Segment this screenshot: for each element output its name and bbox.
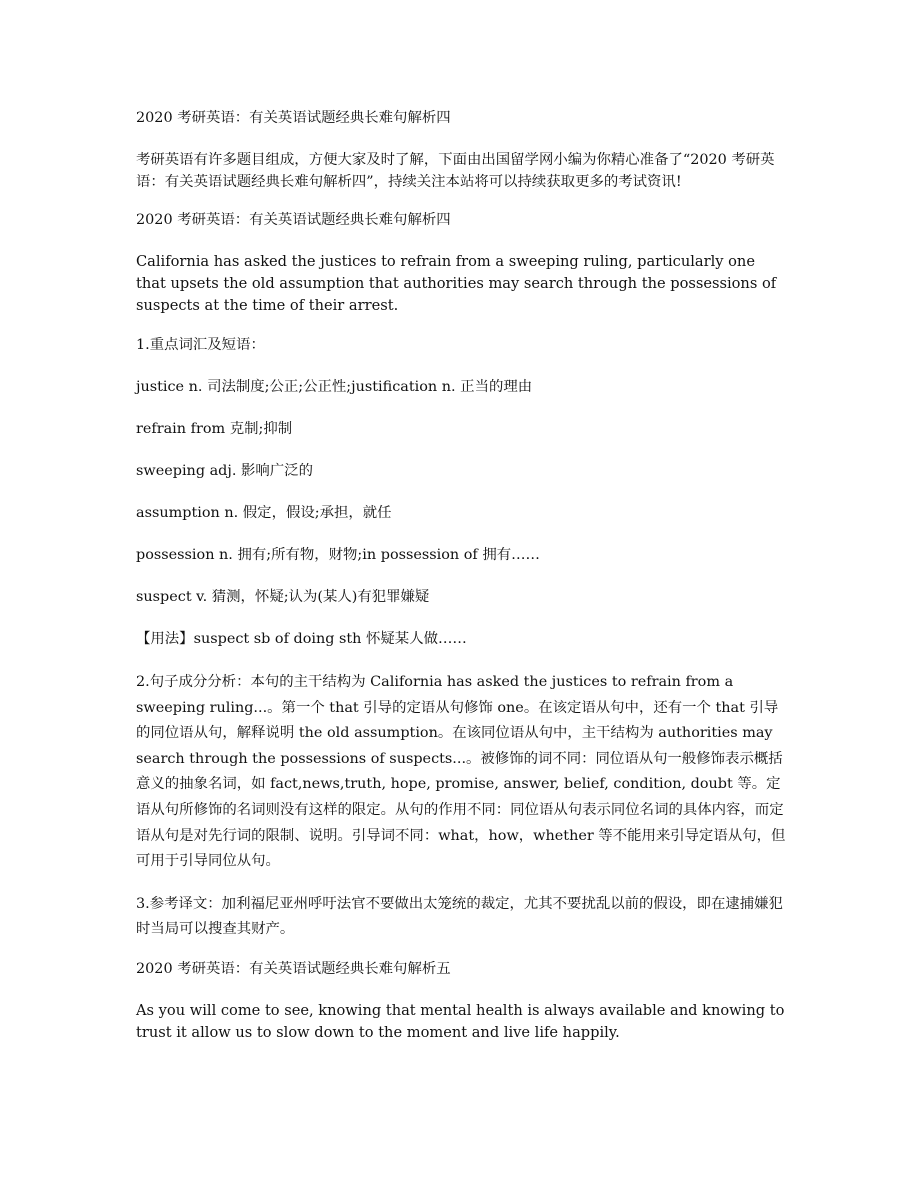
vocab-item-refrain: refrain from 克制;抑制: [136, 421, 293, 437]
reference-translation: 3.参考译文：加利福尼亚州呼吁法官不要做出太笼统的裁定，尤其不要扰乱以前的假设，即在逮捕嫌犯时当局可以搜查其财产。: [136, 895, 783, 937]
vocab-item-justice: justice n. 司法制度;公正;公正性;justification n. 正当的理由: [136, 379, 533, 395]
vocab-item-assumption: assumption n. 假定，假设;承担，就任: [136, 505, 392, 521]
sentence-analysis: 2.句子成分分析：本句的主干结构为 California has asked the justices to refrain from a sweeping ruling...。第一个 that 引导的定语从句修饰 one。在该定语从句中，还有一个 that 引导的同位语从句，解释说明 the old assumption。在该同位语从句中，主干结构为 authorities may search through the possessions of suspects...。被修饰的词不同：同位语从句一般修饰表示概括意义的抽象名词，如 fact,news,truth, hope, promise, answer, belief, condition, doubt 等。定语从句所修饰的名词则没有这样的限定。从句的作用不同：同位语从句表示同位名词的具体内容，而定语从句是对先行词的限制、说明。引导词不同：what，how，whether 等不能用来引导定语从句，但可用于引导同位从句。: [136, 674, 786, 870]
vocab-item-suspect: suspect v. 猜测，怀疑;认为(某人)有犯罪嫌疑: [136, 589, 430, 605]
document-title: 2020 考研英语：有关英语试题经典长难句解析四: [136, 110, 451, 126]
vocab-heading: 1.重点词汇及短语：: [136, 337, 265, 353]
section-4-sentence: California has asked the justices to refrain from a sweeping ruling, particularly one that upsets the old assumption that authorities may search through the possessions of suspects at the time of their arrest.: [136, 253, 777, 314]
section-5-sentence: As you will come to see, knowing that mental health is always available and knowing to trust it allow us to slow down to the moment and live life happily.: [136, 1001, 785, 1041]
intro-paragraph: 考研英语有许多题目组成，方便大家及时了解，下面由出国留学网小编为你精心准备了“2020 考研英语：有关英语试题经典长难句解析四”，持续关注本站将可以持续获取更多的考试资讯!: [136, 152, 775, 190]
section-5-heading: 2020 考研英语：有关英语试题经典长难句解析五: [136, 960, 451, 977]
usage-note: 【用法】suspect sb of doing sth 怀疑某人做……: [136, 631, 467, 647]
vocab-item-sweeping: sweeping adj. 影响广泛的: [136, 463, 313, 479]
section-4-heading: 2020 考研英语：有关英语试题经典长难句解析四: [136, 212, 451, 228]
document-page: [136, 108, 786, 1044]
vocab-item-possession: possession n. 拥有;所有物，财物;in possession of 拥有……: [136, 547, 540, 563]
